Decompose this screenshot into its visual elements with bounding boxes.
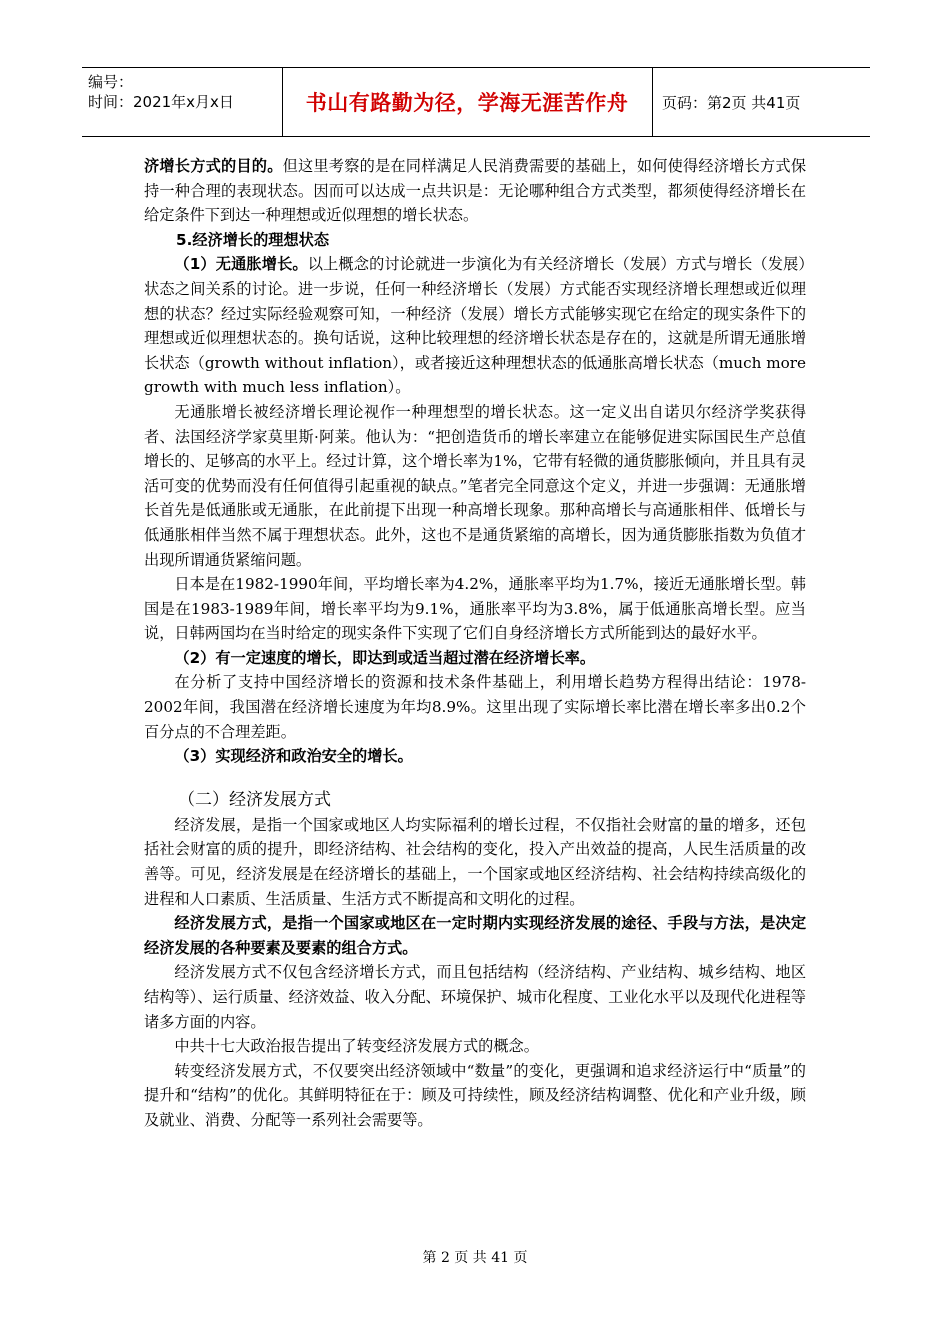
section-heading-development: （二）经济发展方式	[178, 789, 331, 810]
header-table	[82, 67, 870, 137]
header-motto-cell	[282, 68, 653, 136]
sub-heading-3: （3）实现经济和政治安全的增长。	[174, 747, 413, 766]
motto-text: 书山有路勤为径，学海无涯苦作舟	[305, 91, 629, 115]
document-body	[144, 154, 806, 1133]
paragraph-no-inflation	[144, 252, 806, 400]
paragraph-japan-korea: 日本是在1982-1990年间，平均增长率为4.2%，通胀率平均为1.7%，接近无通胀增长型。韩国是在1983-1989年间，增长率平均为9.1%，通胀率平均为3.8%，属于低通胀高增长型。应当说，日韩两国均在当时给定的现实条件下实现了它们自身经济增长方式所能到达的最好水平。	[144, 575, 806, 643]
section-heading-5: 5.经济增长的理想状态	[176, 230, 330, 249]
page-footer: 第 2 页 共 41 页	[422, 1250, 528, 1266]
header-page-cell	[654, 68, 870, 136]
paragraph-definition: 经济发展方式，是指一个国家或地区在一定时期内实现经济发展的途径、手段与方法，是决定经济发展的各种要素及要素的组合方式。	[144, 914, 806, 957]
code-label: 编号：	[88, 73, 134, 91]
intro-text: 但这里考察的是在同样满足人民消费需要的基础上，如何使得经济增长方式保持一种合理的表现状态。因而可以达成一点共识是：无论哪种组合方式类型，都须使得经济增长在给定条件下到达一种理想或近似理想的增长状态。	[144, 157, 807, 225]
paragraph-includes: 经济发展方式不仅包含经济增长方式，而且包括结构（经济结构、产业结构、城乡结构、地区结构等）、运行质量、经济效益、收入分配、环境保护、城市化程度、工业化水平以及现代化进程等诸多方面的内容。	[144, 963, 806, 1031]
header-left-cell	[82, 68, 283, 136]
paragraph-china-potential: 在分析了支持中国经济增长的资源和技术条件基础上，利用增长趋势方程得出结论：1978-2002年间，我国潜在经济增长速度为年均8.9%。这里出现了实际增长率比潜在增长率多出0.2个百分点的不合理差距。	[144, 673, 806, 741]
page-label: 页码：第2页 共41页	[662, 93, 801, 112]
intro-bold: 济增长方式的目的。	[144, 157, 283, 175]
paragraph-development: 经济发展，是指一个国家或地区人均实际福利的增长过程，不仅指社会财富的量的增多，还包括社会财富的质的提升，即经济结构、社会结构的变化，投入产出效益的提高，人民生活质量的改善等。可见，经济发展是在经济增长的基础上，一个国家或地区经济结构、社会结构持续高级化的进程和人口素质、生活质量、生活方式不断提高和文明化的过程。	[144, 815, 806, 908]
paragraph-transform: 转变经济发展方式，不仅要突出经济领域中“数量”的变化，更强调和追求经济运行中“质量”的提升和“结构”的优化。其鲜明特征在于：顾及可持续性，顾及经济结构调整、优化和产业升级，顾及就业、消费、分配等一系列社会需要等。	[144, 1061, 806, 1129]
no-inflation-text: 以上概念的讨论就进一步演化为有关经济增长（发展）方式与增长（发展）状态之间关系的讨论。进一步说，任何一种经济增长（发展）方式能否实现经济增长理想或近似理想的状态？经过实际经验观察可知，一种经济（发展）增长方式能够实现它在给定的现实条件下的理想或近似理想状态的。换句话说，这种比较理想的经济增长状态是存在的，这就是所谓无通胀增长状态（growth without inflation），或者接近这种理想状态的低通胀高增长状态（much more growth with much less inflation）。	[144, 255, 806, 397]
sub-heading-1: （1）无通胀增长。	[174, 255, 308, 274]
paragraph-intro	[144, 154, 806, 228]
time-label: 时间：2021年x月x日	[88, 93, 234, 111]
paragraph-nobel: 无通胀增长被经济增长理论视作一种理想型的增长状态。这一定义出自诺贝尔经济学奖获得者、法国经济学家莫里斯·阿莱。他认为：“把创造货币的增长率建立在能够促进实际国民生产总值增长的、足够高的水平上。经过计算，这个增长率为1%，它带有轻微的通货膨胀倾向，并且具有灵活可变的优势而没有任何值得引起重视的缺点。”笔者完全同意这个定义，并进一步强调：无通胀增长首先是低通胀或无通胀，在此前提下出现一种高增长现象。那种高增长与高通胀相伴、低增长与低通胀相伴当然不属于理想状态。此外，这也不是通货紧缩的高增长，因为通货膨胀指数为负值才出现所谓通货紧缩问题。	[144, 402, 806, 569]
sub-heading-2: （2）有一定速度的增长，即达到或适当超过潜在经济增长率。	[174, 648, 596, 667]
paragraph-17th-congress: 中共十七大政治报告提出了转变经济发展方式的概念。	[174, 1037, 539, 1056]
